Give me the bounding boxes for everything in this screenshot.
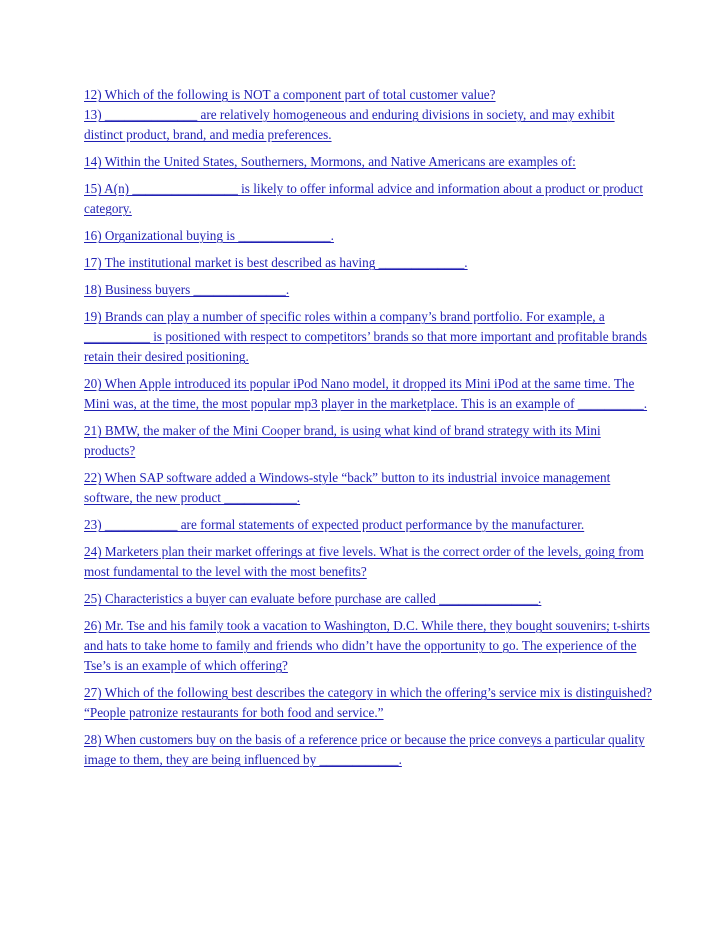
question-21-link[interactable]: 21) BMW, the maker of the Mini Cooper brand, is using what kind of brand strategy with its Mini products?	[84, 423, 601, 458]
question-15	[84, 179, 654, 219]
question-14	[84, 152, 654, 172]
question-15-link[interactable]: 15) A(n) ________________ is likely to offer informal advice and information about a product or product category.	[84, 181, 643, 216]
question-18-link[interactable]: 18) Business buyers ______________.	[84, 282, 290, 297]
question-12	[84, 85, 654, 105]
question-22	[84, 468, 654, 508]
question-19-link[interactable]: 19) Brands can play a number of specific roles within a company’s brand portfolio. For example, a __________ is positioned with respect to competitors’ brands so that more important and profitable brands retain their desired positioning.	[84, 309, 648, 364]
question-17-link[interactable]: 17) The institutional market is best described as having _____________.	[84, 255, 468, 270]
question-14-link[interactable]: 14) Within the United States, Southerners, Mormons, and Native Americans are examples of:	[84, 154, 576, 169]
question-20-link[interactable]: 20) When Apple introduced its popular iPod Nano model, it dropped its Mini iPod at the same time. The Mini was, at the time, the most popular mp3 player in the marketplace. This is an example of __________.	[84, 376, 648, 411]
question-22-link[interactable]: 22) When SAP software added a Windows-style “back” button to its industrial invoice management software, the new product ___________.	[84, 470, 611, 505]
question-13-link[interactable]: 13) ______________ are relatively homogeneous and enduring divisions in society, and may exhibit distinct product, brand, and media preferences.	[84, 107, 615, 142]
question-28	[84, 730, 654, 770]
question-20	[84, 374, 654, 414]
question-16	[84, 226, 654, 246]
question-23-link[interactable]: 23) ___________ are formal statements of expected product performance by the manufacturer.	[84, 517, 585, 532]
question-28-link[interactable]: 28) When customers buy on the basis of a reference price or because the price conveys a particular quality image to them, they are being influenced by ____________.	[84, 732, 645, 767]
question-25-link[interactable]: 25) Characteristics a buyer can evaluate before purchase are called _______________.	[84, 591, 542, 606]
question-24-link[interactable]: 24) Marketers plan their market offerings at five levels. What is the correct order of the levels, going from most fundamental to the level with the most benefits?	[84, 544, 644, 579]
question-17	[84, 253, 654, 273]
question-12-link[interactable]: 12) Which of the following is NOT a component part of total customer value?	[84, 87, 496, 102]
question-26-link[interactable]: 26) Mr. Tse and his family took a vacation to Washington, D.C. While there, they bought souvenirs; t-shirts and hats to take home to family and friends who didn’t have the opportunity to go. The experience of the Tse’s is an example of which offering?	[84, 618, 650, 673]
question-list	[84, 85, 654, 777]
question-27	[84, 683, 654, 723]
question-19	[84, 307, 654, 367]
question-25	[84, 589, 654, 609]
question-13	[84, 105, 654, 145]
question-21	[84, 421, 654, 461]
question-27-link[interactable]: 27) Which of the following best describes the category in which the offering’s service mix is distinguished? “People patronize restaurants for both food and service.”	[84, 685, 652, 720]
question-26	[84, 616, 654, 676]
question-18	[84, 280, 654, 300]
question-23	[84, 515, 654, 535]
question-16-link[interactable]: 16) Organizational buying is ______________.	[84, 228, 334, 243]
question-24	[84, 542, 654, 582]
